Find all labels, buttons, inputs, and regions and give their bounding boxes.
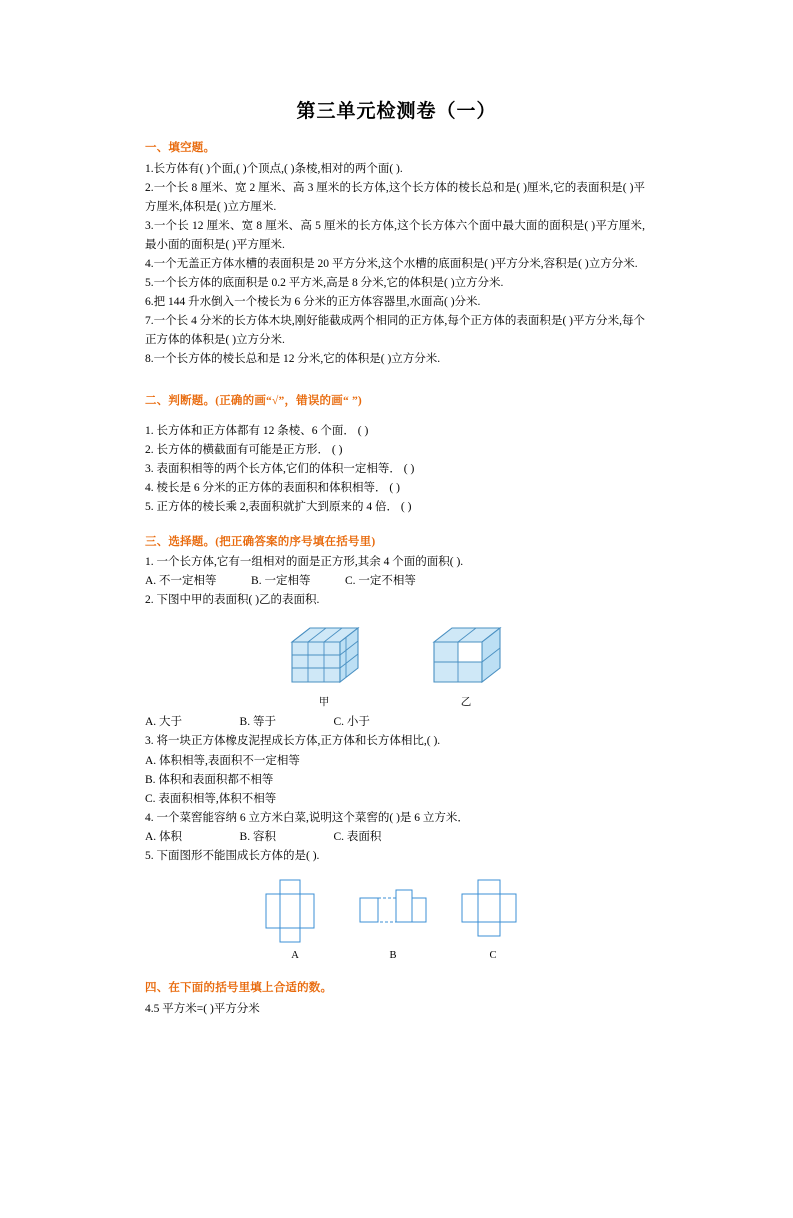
question-mc-4-options: A. 体积 B. 容积 C. 表面积 bbox=[145, 830, 382, 843]
net-figure-b bbox=[354, 874, 432, 964]
question-tf-5: 5. 正方体的棱长乘 2,表面积就扩大到原来的 4 倍． ( ) bbox=[145, 501, 412, 514]
net-b-icon bbox=[354, 874, 432, 946]
cube-yi-icon bbox=[426, 620, 506, 692]
question-fill-7: 7.一个长 4 分米的长方体木块,刚好能截成两个相同的正方体,每个正方体的表面积是( )平方分米,每个正方体的体积是( )立方分米. bbox=[145, 315, 645, 347]
net-a-icon bbox=[262, 874, 328, 946]
question-fill-3: 3.一个长 12 厘米、宽 8 厘米、高 5 厘米的长方体,这个长方体六个面中最大面的面积是( )平方厘米,最小面的面积是( )平方厘米. bbox=[145, 219, 645, 251]
question-fill-5: 5.一个长方体的底面积是 0.2 平方米,高是 8 分米,它的体积是( )立方分米. bbox=[145, 277, 504, 290]
cube-figure-jia bbox=[284, 620, 364, 711]
question-mc-4-stem: 4. 一个菜窖能容纳 6 立方米白菜,说明这个菜窖的( )是 6 立方米． bbox=[145, 811, 469, 824]
section-heading-true-false: 二、判断题。(正确的画“√”，错误的画“ ”) bbox=[145, 395, 362, 408]
cube-figure-yi bbox=[426, 620, 506, 711]
question-fill-4: 4.一个无盖正方体水槽的表面积是 20 平方分米,这个水槽的底面积是( )平方分米,容积是( )立方分米. bbox=[145, 258, 638, 271]
net-figure-b-label: B bbox=[389, 949, 397, 961]
question-tf-1: 1. 长方体和正方体都有 12 条棱、6 个面． ( ) bbox=[145, 425, 369, 438]
question-tf-2: 2. 长方体的横截面有可能是正方形． ( ) bbox=[145, 444, 343, 457]
net-figure-a-label: A bbox=[291, 949, 299, 961]
section-heading-multiple-choice: 三、选择题。(把正确答案的序号填在括号里) bbox=[145, 535, 376, 548]
section-heading-fill-in-blanks: 一、填空题。 bbox=[145, 142, 216, 154]
question-mc-3-option-b: B. 体积和表面积都不相等 bbox=[145, 773, 274, 786]
question-mc-2-stem: 2. 下图中甲的表面积( )乙的表面积. bbox=[145, 594, 320, 607]
net-figure-c-label: C bbox=[489, 949, 497, 961]
question-mc-2-options: A. 大于 B. 等于 C. 小于 bbox=[145, 716, 370, 729]
question-mc-5-stem: 5. 下面图形不能围成长方体的是( ). bbox=[145, 849, 320, 862]
net-figures bbox=[145, 874, 645, 964]
exam-page bbox=[0, 96, 793, 1218]
question-fill-1: 1.长方体有( )个面,( )个顶点,( )条棱,相对的两个面( ). bbox=[145, 162, 403, 175]
exam-content bbox=[0, 139, 793, 1019]
net-figure-a bbox=[262, 874, 328, 964]
question-fill-6: 6.把 144 升水倒入一个棱长为 6 分米的正方体容器里,水面高( )分米. bbox=[145, 296, 481, 309]
question-fill-2: 2.一个长 8 厘米、宽 2 厘米、高 3 厘米的长方体,这个长方体的棱长总和是( )厘米,它的表面积是( )平方厘米,体积是( )立方厘米. bbox=[145, 181, 645, 213]
question-mc-3-option-a: A. 体积相等,表面积不一定相等 bbox=[145, 754, 300, 767]
question-mc-1-stem: 1. 一个长方体,它有一组相对的面是正方形,其余 4 个面的面积( ). bbox=[145, 556, 464, 569]
question-tf-3: 3. 表面积相等的两个长方体,它们的体积一定相等． ( ) bbox=[145, 463, 415, 476]
cube-figure-jia-label: 甲 bbox=[318, 697, 330, 709]
question-mc-3-stem: 3. 将一块正方体橡皮泥捏成长方体,正方体和长方体相比,( ). bbox=[145, 735, 441, 748]
net-c-icon bbox=[458, 874, 528, 946]
question-fill-8: 8.一个长方体的棱长总和是 12 分米,它的体积是( )立方分米. bbox=[145, 353, 441, 366]
section-heading-unit-conversion: 四、在下面的括号里填上合适的数。 bbox=[145, 981, 333, 994]
cube-jia-icon bbox=[284, 620, 364, 692]
page-title: 第三单元检测卷（一） bbox=[296, 101, 497, 122]
question-mc-1-options: A. 不一定相等 B. 一定相等 C. 一定不相等 bbox=[145, 575, 416, 588]
question-mc-3-option-c: C. 表面积相等,体积不相等 bbox=[145, 792, 277, 805]
question-conversion-1: 4.5 平方米=( )平方分米 bbox=[145, 1002, 260, 1015]
cube-figure-yi-label: 乙 bbox=[460, 697, 472, 709]
question-tf-4: 4. 棱长是 6 分米的正方体的表面积和体积相等． ( ) bbox=[145, 482, 400, 495]
net-figure-c bbox=[458, 874, 528, 964]
cube-figures bbox=[145, 620, 645, 711]
